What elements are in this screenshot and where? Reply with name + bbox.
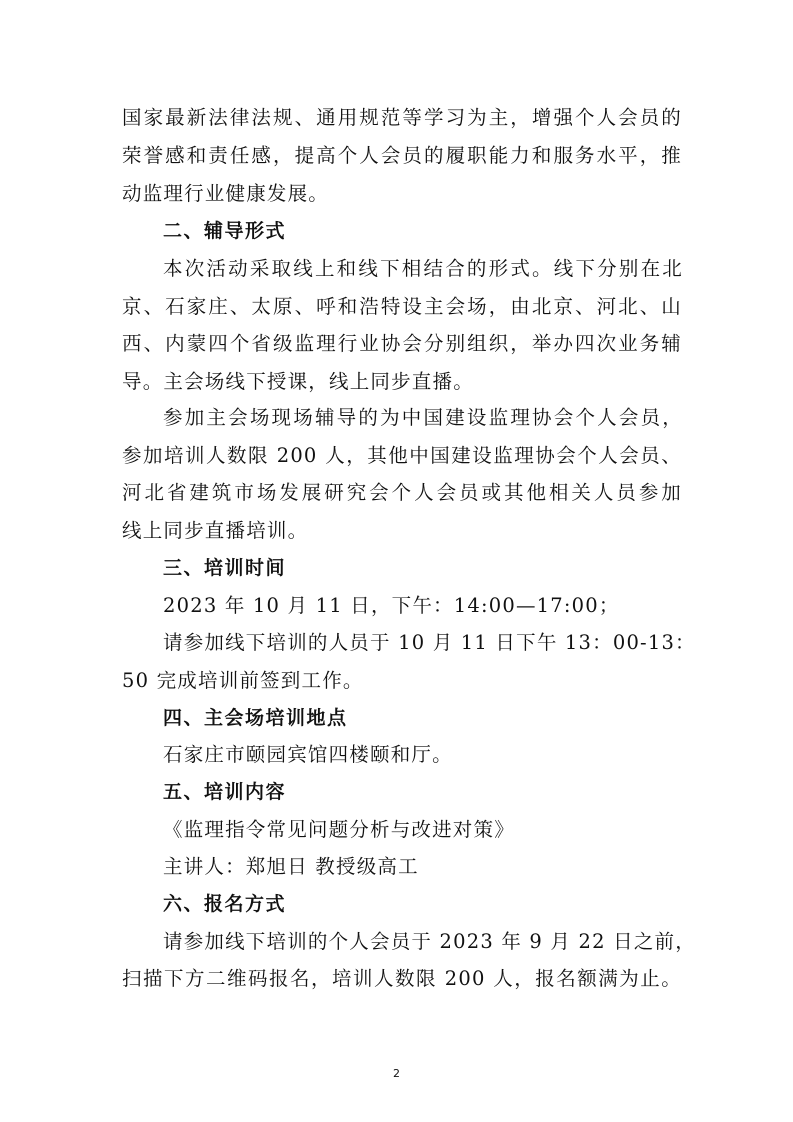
paragraph-line: 线上同步直播培训。 <box>122 519 309 542</box>
section-heading-registration: 六、报名方式 <box>163 893 287 915</box>
paragraph-line: 扫描下方二维码报名，培训人数限 200 人，报名额满为止。 <box>122 967 682 990</box>
paragraph-line: 请参加线下培训的个人会员于 2023 年 9 月 22 日之前， <box>163 930 696 953</box>
page-number: 2 <box>393 1067 400 1080</box>
section-heading-training-content: 五、培训内容 <box>163 781 287 803</box>
paragraph-line: 本次活动采取线上和线下相结合的形式。线下分别在北 <box>163 257 683 280</box>
section-heading-venue: 四、主会场培训地点 <box>163 707 348 729</box>
paragraph-line: 参加主会场现场辅导的为中国建设监理协会个人会员， <box>163 406 683 429</box>
paragraph-line: 参加培训人数限 200 人，其他中国建设监理协会个人会员、 <box>122 444 682 467</box>
paragraph-line: 西、内蒙四个省级监理行业协会分别组织，举办四次业务辅 <box>122 332 682 355</box>
paragraph-line: 导。主会场线下授课，线上同步直播。 <box>122 370 474 393</box>
paragraph-line: 京、石家庄、太原、呼和浩特设主会场，由北京、河北、山 <box>122 295 682 318</box>
paragraph-line: 荣誉感和责任感，提高个人会员的履职能力和服务水平，推 <box>122 144 682 167</box>
paragraph-line: 请参加线下培训的人员于 10 月 11 日下午 13：00-13： <box>163 631 696 654</box>
section-heading-guidance-form: 二、辅导形式 <box>163 220 287 242</box>
paragraph-line: 动监理行业健康发展。 <box>122 182 330 205</box>
paragraph-line: 河北省建筑市场发展研究会个人会员或其他相关人员参加 <box>122 481 682 504</box>
paragraph-line: 石家庄市颐园宾馆四楼颐和厅。 <box>163 743 453 766</box>
paragraph-line: 国家最新法律法规、通用规范等学习为主，增强个人会员的 <box>122 106 682 129</box>
paragraph-line: 50 完成培训前签到工作。 <box>122 669 364 692</box>
paragraph-line: 《监理指令常见问题分析与改进对策》 <box>163 818 515 841</box>
paragraph-line: 主讲人：郑旭日 教授级高工 <box>163 855 419 878</box>
section-heading-training-time: 三、培训时间 <box>163 557 287 579</box>
paragraph-line: 2023 年 10 月 11 日，下午：14:00—17:00； <box>163 594 620 617</box>
